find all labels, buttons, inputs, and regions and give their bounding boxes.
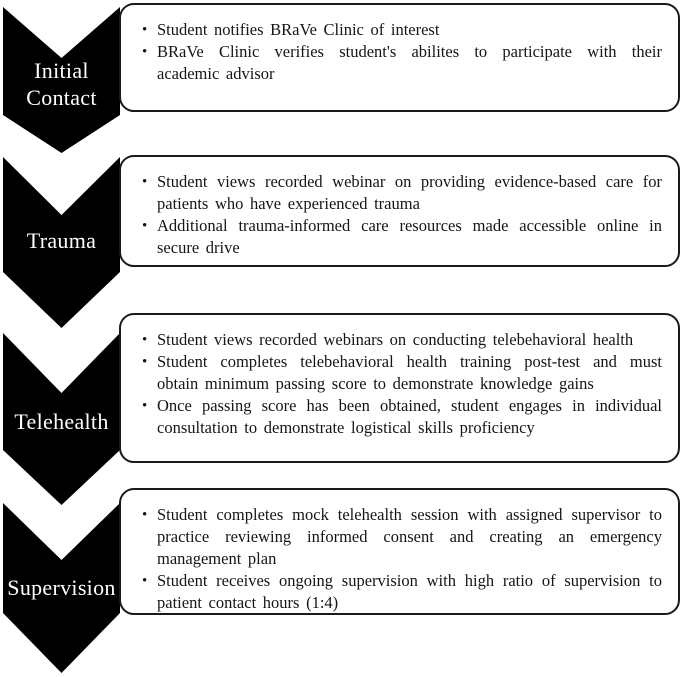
bullet-dot: •	[142, 44, 148, 60]
bullet-item	[133, 570, 662, 614]
step-box-supervision	[119, 488, 680, 615]
bullet-text: Student completes mock telehealth session with assigned supervisor to practice reviewing informed consent and creating an emergency management plan	[157, 505, 662, 568]
chevron-label-telehealth: Telehealth	[14, 409, 109, 434]
bullet-item	[133, 395, 662, 439]
bullet-dot: •	[142, 398, 148, 414]
step-box-telehealth	[119, 313, 680, 463]
bullet-text: Student views recorded webinars on conducting telebehavioral health	[157, 330, 634, 349]
bullet-list	[133, 504, 662, 614]
bullet-dot: •	[142, 174, 148, 190]
bullet-dot: •	[142, 507, 148, 523]
bullet-text: Additional trauma-informed care resources made accessible online in secure drive	[157, 216, 662, 257]
bullet-dot: •	[142, 22, 148, 38]
step-box-initial-contact	[119, 3, 680, 112]
bullet-item	[133, 504, 662, 570]
chevron-label-trauma: Trauma	[26, 228, 97, 253]
bullet-dot: •	[142, 332, 148, 348]
bullet-text: Student notifies BRaVe Clinic of interest	[157, 20, 440, 39]
bullet-text: BRaVe Clinic verifies student's abilites to participate with their academic advisor	[157, 42, 662, 83]
bullet-list	[133, 171, 662, 259]
bullet-list	[133, 19, 662, 85]
bullet-item	[133, 171, 662, 215]
bullet-item	[133, 41, 662, 85]
bullet-dot: •	[142, 573, 148, 589]
bullet-item	[133, 19, 662, 41]
bullet-text: Student completes telebehavioral health training post-test and must obtain minimum passing score to demonstrate knowledge gains	[157, 352, 662, 393]
bullet-item	[133, 351, 662, 395]
bullet-text: Once passing score has been obtained, student engages in individual consultation to demonstrate logistical skills proficiency	[157, 396, 662, 437]
step-box-trauma	[119, 155, 680, 267]
bullet-dot: •	[142, 218, 148, 234]
bullet-dot: •	[142, 354, 148, 370]
bullet-list	[133, 329, 662, 439]
bullet-item	[133, 215, 662, 259]
bullet-item	[133, 329, 662, 351]
bullet-text: Student receives ongoing supervision with high ratio of supervision to patient contact hours (1:4)	[157, 571, 662, 612]
bullet-text: Student views recorded webinar on providing evidence-based care for patients who have experienced trauma	[157, 172, 662, 213]
chevron-label-supervision: Supervision	[7, 575, 116, 600]
chevron-label-initial-contact: Initial Contact	[26, 58, 97, 110]
